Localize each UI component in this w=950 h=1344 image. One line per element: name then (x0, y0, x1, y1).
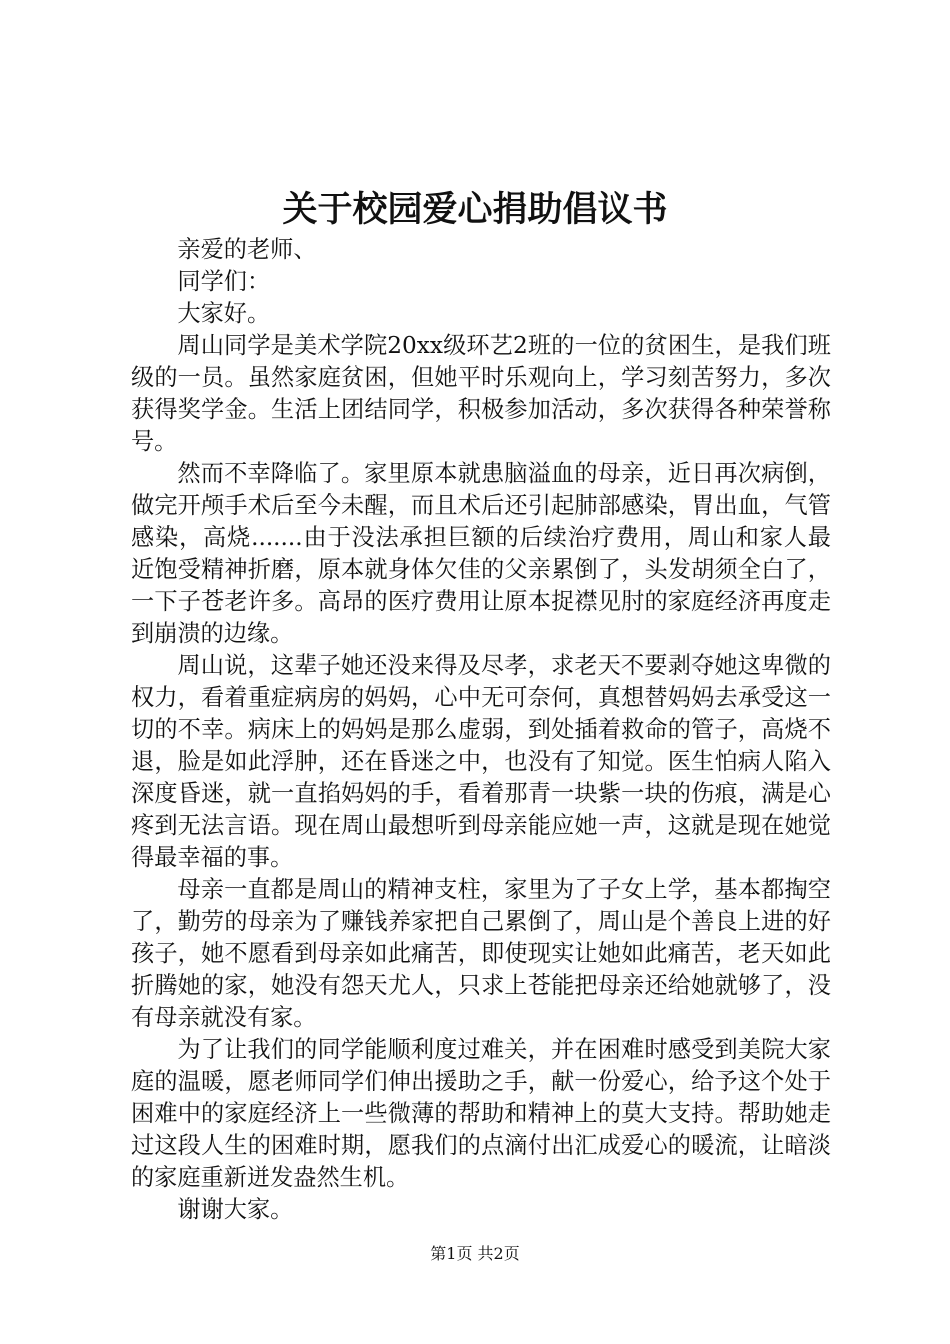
page-indicator: 第1页 共2页 (430, 1244, 520, 1263)
paragraph-mother: 母亲一直都是周山的精神支柱，家里为了子女上学，基本都掏空了，勤劳的母亲为了赚钱养家把自己累倒了，周山是个善良上进的好孩子，她不愿看到母亲如此痛苦，即使现实让她如此痛苦，老天如此折腾她的家，她没有怨天尤人，只求上苍能把母亲还给她就够了，没有母亲就没有家。 (131, 876, 831, 1031)
document-title: 关于校园爱心捐助倡议书 (282, 189, 668, 230)
salutation-line-1: 亲爱的老师、 (177, 236, 317, 263)
paragraph-appeal: 为了让我们的同学能顺利度过难关，并在困难时感受到美院大家庭的温暖，愿老师同学们伸出援助之手，献一份爱心，给予这个处于困难中的家庭经济上一些微薄的帮助和精神上的莫大支持。帮助她走过这段人生的困难时期，愿我们的点滴付出汇成爱心的暖流，让暗淡的家庭重新迸发盎然生机。 (131, 1036, 831, 1191)
paragraph-intro: 周山同学是美术学院20xx级环艺2班的一位的贫困生，是我们班级的一员。虽然家庭贫困，但她平时乐观向上，学习刻苦努力，多次获得奖学金。生活上团结同学，积极参加活动，多次获得各种荣誉称号。 (131, 332, 831, 455)
document-body (131, 234, 831, 1226)
salutation-line-2: 同学们： (177, 268, 271, 295)
closing-thanks: 谢谢大家。 (177, 1196, 294, 1223)
paragraph-misfortune: 然而不幸降临了。家里原本就患脑溢血的母亲，近日再次病倒，做完开颅手术后至今未醒，而且术后还引起肺部感染，胃出血，气管感染，高烧.......由于没法承担巨额的后续治疗费用，周山和家人最近饱受精神折磨，原本就身体欠佳的父亲累倒了，头发胡须全白了，一下子苍老许多。高昂的医疗费用让原本捉襟见肘的家庭经济再度走到崩溃的边缘。 (131, 460, 831, 647)
greeting: 大家好。 (177, 300, 271, 327)
paragraph-zhoushan-words: 周山说，这辈子她还没来得及尽孝，求老天不要剥夺她这卑微的权力，看着重症病房的妈妈，心中无可奈何，真想替妈妈去承受这一切的不幸。病床上的妈妈是那么虚弱，到处插着救命的管子，高烧不退，脸是如此浮肿，还在昏迷之中，也没有了知觉。医生怕病人陷入深度昏迷，就一直掐妈妈的手，看着那青一块紫一块的伤痕，满是心疼到无法言语。现在周山最想听到母亲能应她一声，这就是现在她觉得最幸福的事。 (131, 652, 831, 871)
